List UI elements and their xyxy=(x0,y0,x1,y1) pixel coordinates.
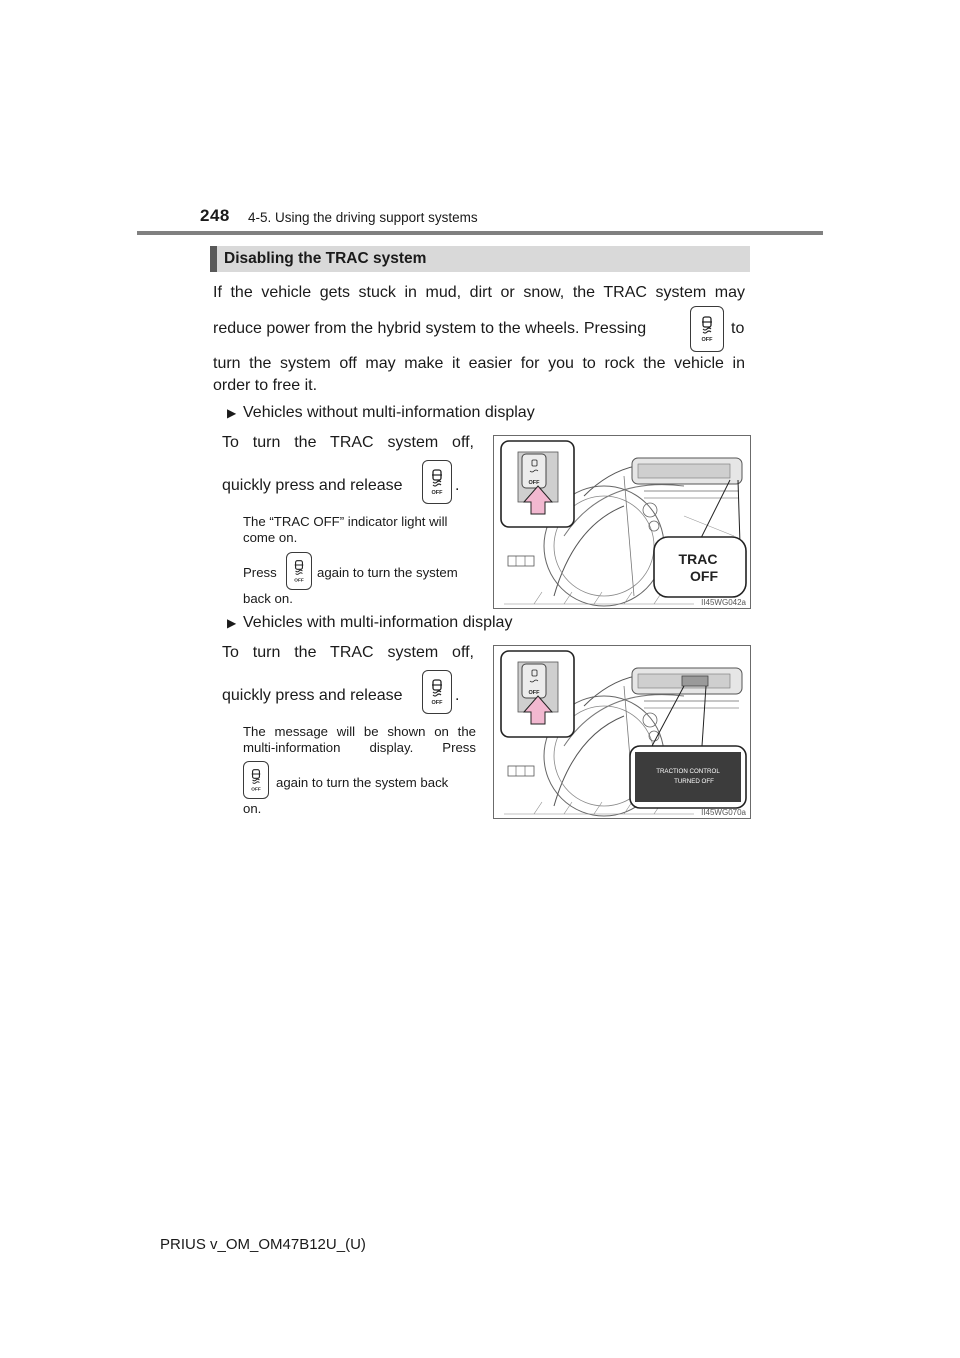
trac-off-switch-icon xyxy=(690,306,724,352)
section-heading xyxy=(210,246,750,272)
step-1-line-1: To turn the TRAC system off, xyxy=(222,434,474,451)
mid-message-line-2: TURNED OFF xyxy=(674,778,714,785)
note-1-line-3-end: again to turn the system xyxy=(317,565,458,580)
svg-text:OFF: OFF xyxy=(251,786,261,792)
figure-code: II45WG070a xyxy=(701,808,746,817)
figure-switch-label: OFF xyxy=(528,690,540,696)
note-1-line-1: The “TRAC OFF” indicator light will xyxy=(243,514,448,529)
dashboard-illustration-mid-message xyxy=(493,645,751,819)
intro-line-2: reduce power from the hybrid system to the wheels. Pressing xyxy=(213,320,647,337)
figure-code: II45WG042a xyxy=(701,598,746,607)
svg-text:OFF: OFF xyxy=(431,700,443,706)
trac-off-indicator-line-2: OFF xyxy=(690,568,718,584)
note-2-line-4: on. xyxy=(243,801,262,816)
heading-text: Disabling the TRAC system xyxy=(224,250,427,267)
mid-message-line-1: TRACTION CONTROL xyxy=(656,768,720,775)
svg-text:OFF: OFF xyxy=(294,577,304,583)
header-rule xyxy=(137,231,823,235)
svg-text:OFF: OFF xyxy=(431,490,443,496)
trac-off-switch-icon xyxy=(243,761,269,799)
note-2-line-3: again to turn the system back xyxy=(276,775,449,790)
note-2-line-1: The message will be shown on the xyxy=(243,724,476,739)
note-1-line-3: Press xyxy=(243,565,277,580)
figure-switch-label: OFF xyxy=(528,480,540,486)
document-footer: PRIUS v_OM_OM47B12U_(U) xyxy=(160,1236,366,1253)
svg-text:OFF: OFF xyxy=(701,337,713,343)
trac-off-switch-icon xyxy=(422,670,452,714)
subsection-title-with-mid: Vehicles with multi-information display xyxy=(243,614,513,631)
step-2-line-2-end: . xyxy=(455,687,460,704)
trac-off-switch-icon xyxy=(422,460,452,504)
trac-off-switch-icon xyxy=(286,552,312,590)
section-title: 4-5. Using the driving support systems xyxy=(248,210,478,225)
intro-line-4: order to free it. xyxy=(213,377,318,394)
intro-line-2-end: to xyxy=(731,320,745,337)
heading-accent xyxy=(210,246,217,272)
note-1-line-4: back on. xyxy=(243,591,293,606)
page-number: 248 xyxy=(200,206,230,225)
subsection-title-without-mid: Vehicles without multi-information display xyxy=(243,404,535,421)
step-1-line-2: quickly press and release xyxy=(222,477,403,494)
trac-off-indicator-line-1: TRAC xyxy=(678,551,718,567)
note-2-line-2: multi-information display. Press xyxy=(243,740,476,755)
dashboard-illustration-trac-off xyxy=(493,435,751,609)
intro-line-1: If the vehicle gets stuck in mud, dirt or snow, the TRAC system may xyxy=(213,284,745,301)
triangle-bullet-icon: ▶ xyxy=(227,616,237,630)
step-2-line-1: To turn the TRAC system off, xyxy=(222,644,474,661)
note-1-line-2: come on. xyxy=(243,530,298,545)
intro-line-3: turn the system off may make it easier for you to rock the vehicle in xyxy=(213,355,745,372)
step-2-line-2: quickly press and release xyxy=(222,687,403,704)
step-1-line-2-end: . xyxy=(455,477,460,494)
triangle-bullet-icon: ▶ xyxy=(227,406,237,420)
